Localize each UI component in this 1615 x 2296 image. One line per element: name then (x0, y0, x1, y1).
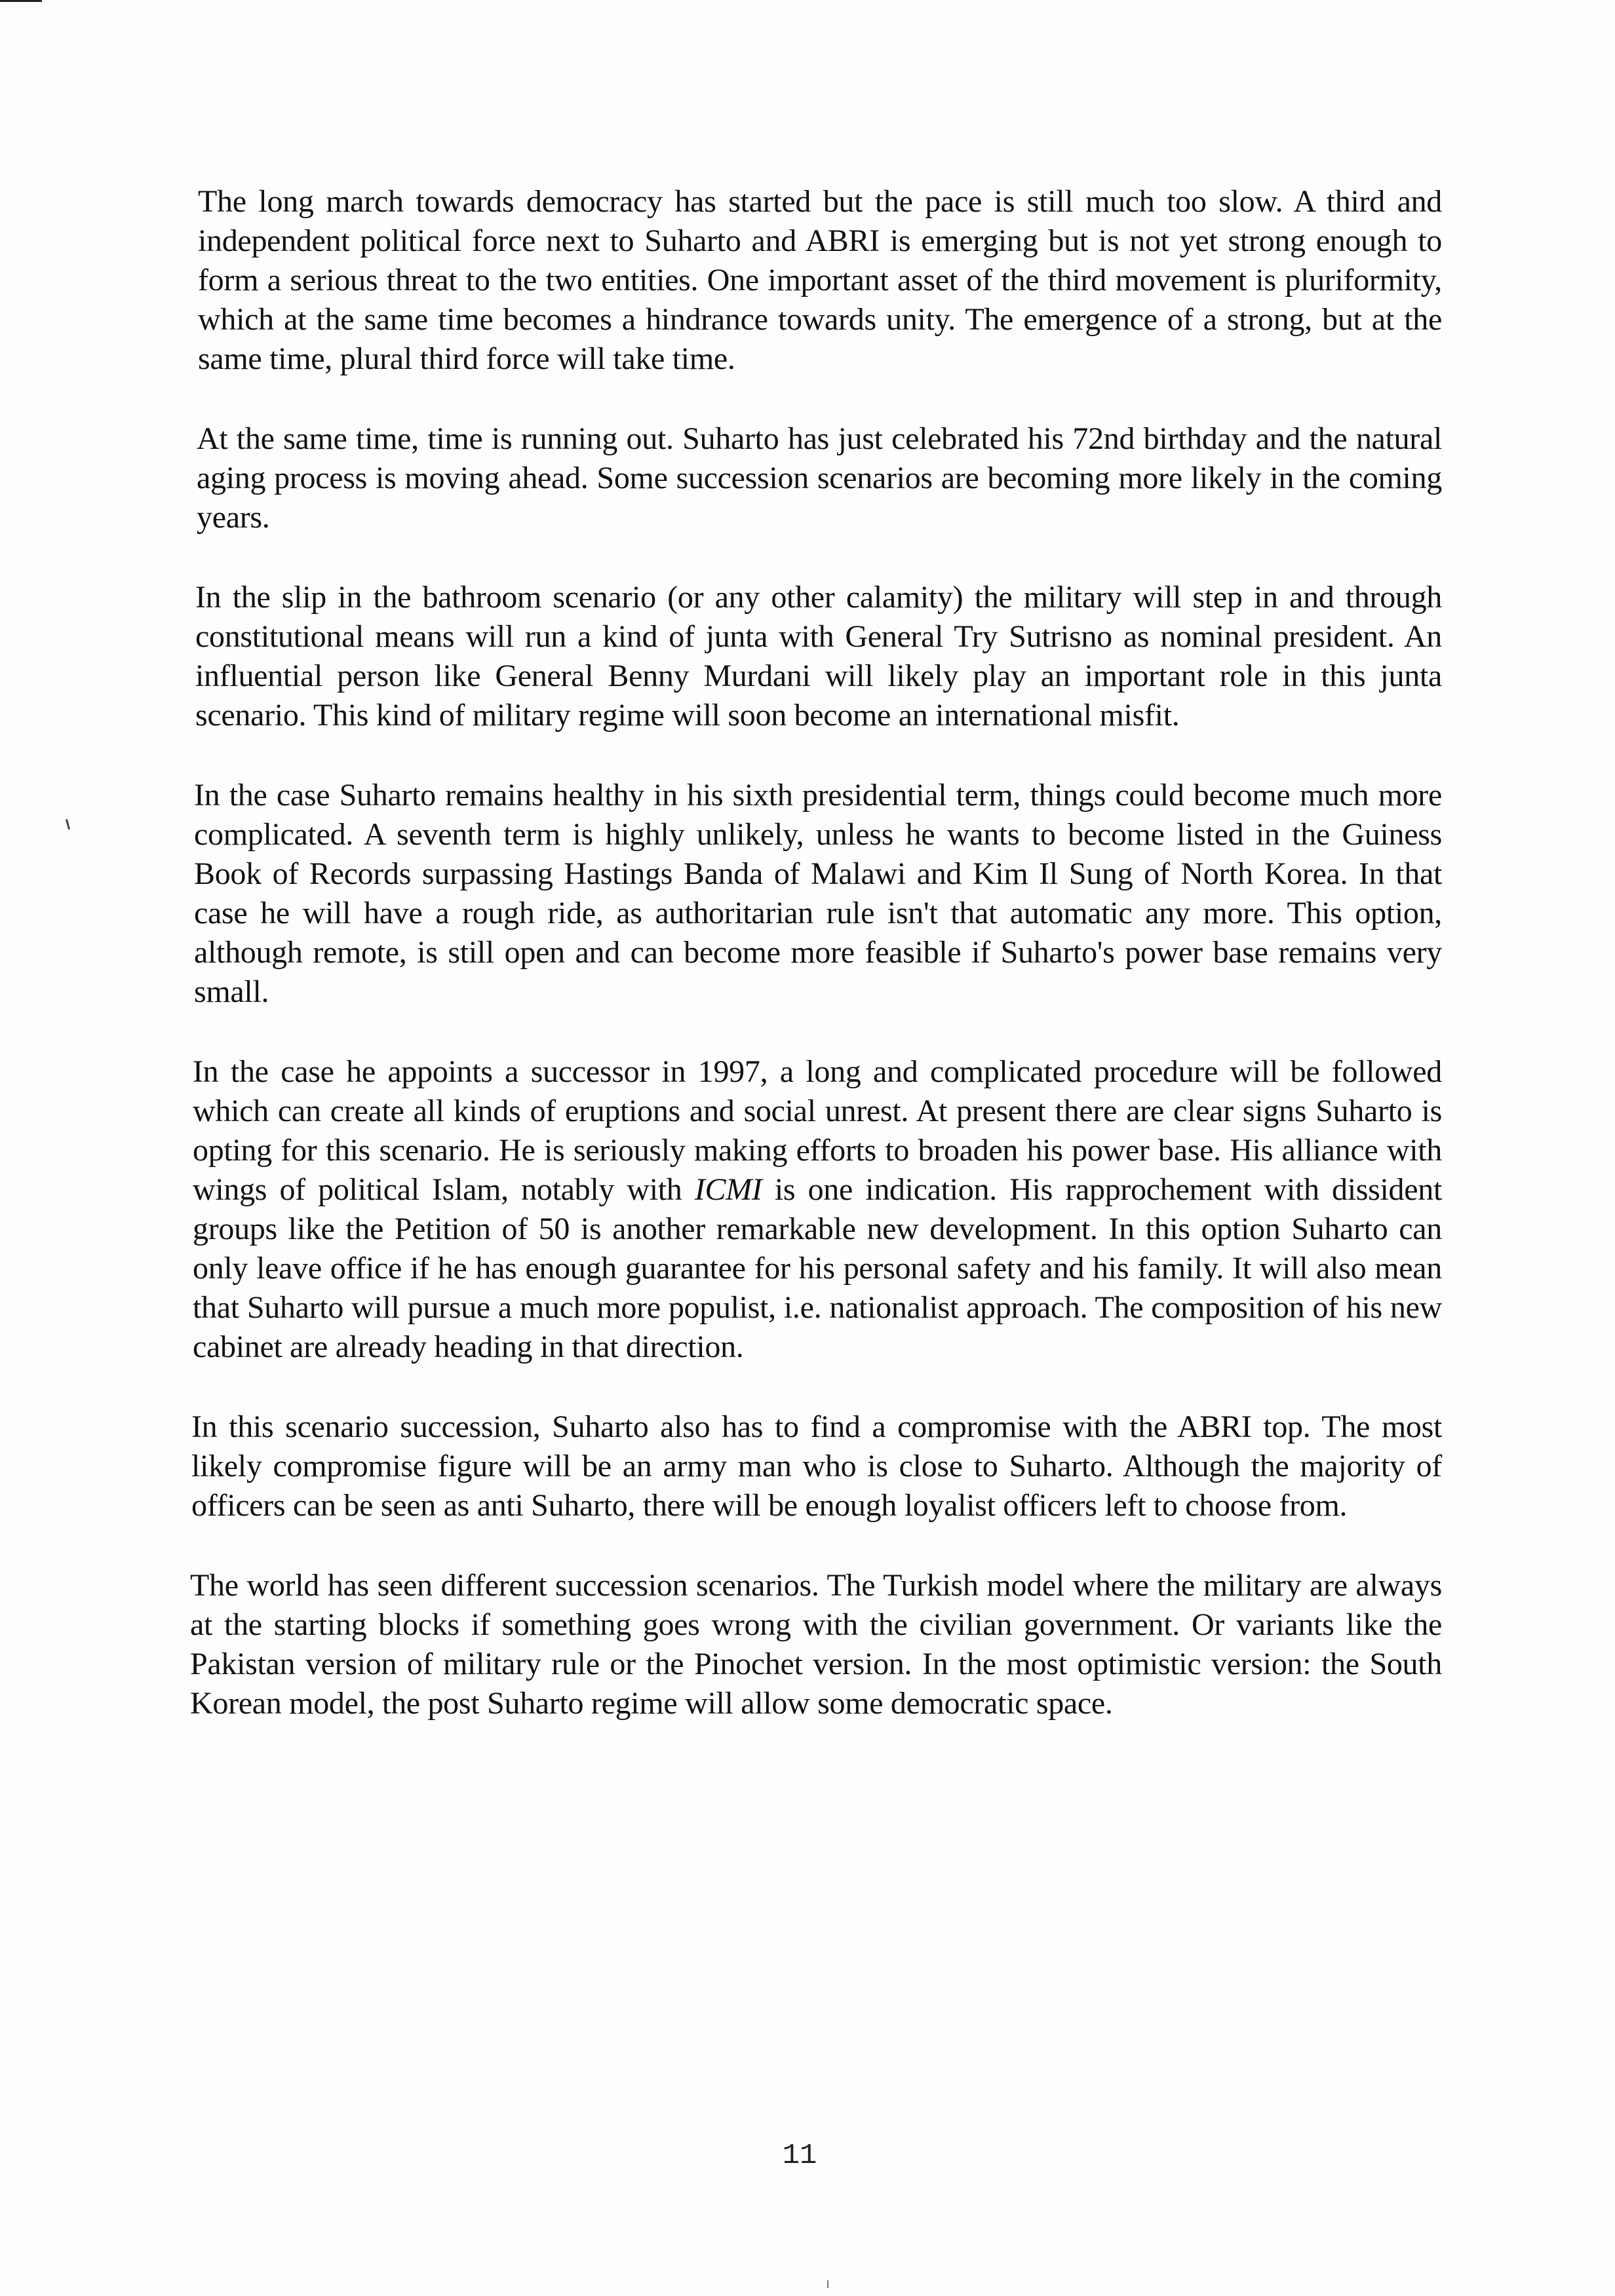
document-body (190, 182, 1442, 1764)
paragraph-junta-scenario: In the slip in the bathroom scenario (or any other calamity) the military will step in and through constitutional means will run a kind of junta with General Try Sutrisno as nominal president. An influential person like General Benny Murdani will likely play an important role in this junta scenario. This kind of military regime will soon become an international misfit. (195, 580, 1442, 733)
scan-corner-mark (0, 0, 42, 2)
page-number: 11 (782, 2139, 817, 2172)
scan-stray-mark (66, 819, 70, 830)
paragraph-successor-1997 (193, 1052, 1442, 1367)
icmi-term: ICMI (694, 1172, 762, 1207)
paragraph-abri-compromise: In this scenario succession, Suharto also has to find a compromise with the ABRI top. The most likely compromise figure will be an army man who is close to Suharto. Although the majority of officers can be seen as anti Suharto, there will be enough loyalist officers left to choose from. (191, 1409, 1442, 1523)
paragraph-successor-text-a: In the case he appoints a successor in 1997, a long and complicated procedure will be followed which can create all kinds of eruptions and social unrest. At present there are clear signs Suharto is opting for this scenario. He is seriously making efforts to broaden his power base. His alliance with wings of political Islam, notably with (193, 1054, 1442, 1207)
paragraph-succession-models: The world has seen different succession scenarios. The Turkish model where the military are always at the starting blocks if something goes wrong with the civilian government. Or variants like the Pakistan version of military rule or the Pinochet version. In the most optimistic version: the South Korean model, the post Suharto regime will allow some democratic space. (190, 1568, 1442, 1721)
paragraph-seventh-term: In the case Suharto remains healthy in his sixth presidential term, things could become much more complicated. A seventh term is highly unlikely, unless he wants to become listed in the Guiness Book of Records surpassing Hastings Banda of Malawi and Kim Il Sung of North Korea. In that case he will have a rough ride, as authoritarian rule isn't that automatic any more. This option, although remote, is still open and can become more feasible if Suharto's power base remains very small. (194, 778, 1442, 1009)
paragraph-time-running-out: At the same time, time is running out. Suharto has just celebrated his 72nd birthday and the natural aging process is moving ahead. Some succession scenarios are becoming more likely in the coming years. (197, 421, 1442, 535)
scan-stray-mark-bottom (827, 2280, 828, 2288)
paragraph-democracy: The long march towards democracy has started but the pace is still much too slow. A third and independent political force next to Suharto and ABRI is emerging but is not yet strong enough to form a serious threat to the two entities. One important asset of the third movement is pluriformity, which at the same time becomes a hindrance towards unity. The emergence of a strong, but at the same time, plural third force will take time. (198, 184, 1442, 376)
paragraph-successor-text-b: is one indication. His rapprochement with dissident groups like the Petition of 50 is another remarkable new development. In this option Suharto can only leave office if he has enough guarantee for his personal safety and his family. It will also mean that Suharto will pursue a much more populist, i.e. nationalist approach. The composition of his new cabinet are already heading in that direction. (193, 1172, 1442, 1364)
